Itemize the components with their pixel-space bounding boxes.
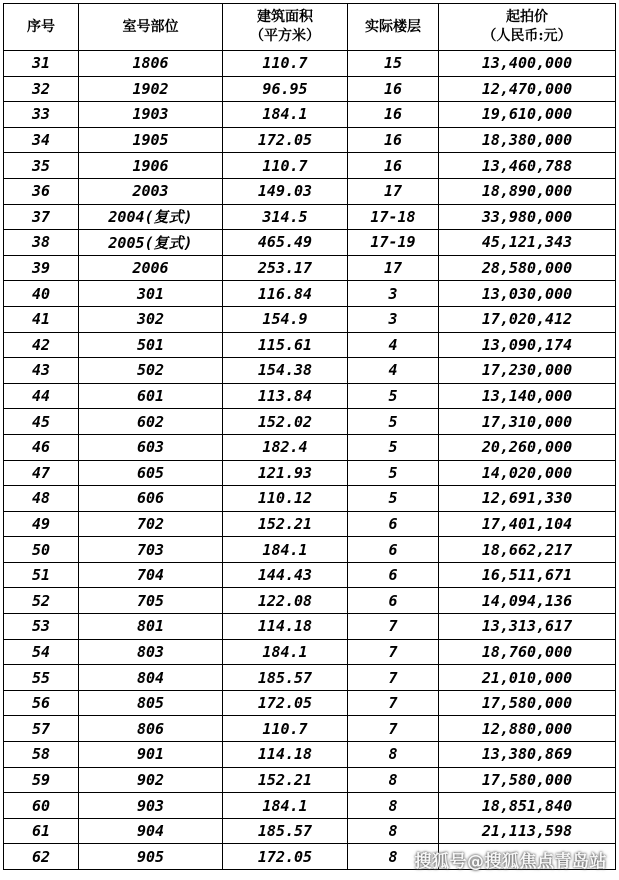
cell-price: 17,310,000: [439, 409, 616, 435]
cell-serial: 44: [4, 383, 79, 409]
table-row: [4, 537, 616, 563]
watermark: 搜狐号@搜狐焦点青岛站: [414, 852, 607, 872]
cell-room: 502: [79, 358, 223, 384]
cell-price: 18,760,000: [439, 639, 616, 665]
table-row: [4, 204, 616, 230]
cell-area: 184.1: [223, 537, 348, 563]
cell-serial: 51: [4, 562, 79, 588]
cell-floor: 6: [348, 537, 439, 563]
cell-serial: 61: [4, 818, 79, 844]
table-row: [4, 767, 616, 793]
cell-serial: 59: [4, 767, 79, 793]
cell-serial: 42: [4, 332, 79, 358]
table-row: [4, 742, 616, 768]
table-row: [4, 358, 616, 384]
cell-room: 805: [79, 690, 223, 716]
cell-room: 2004(复式): [79, 204, 223, 230]
cell-price: 13,400,000: [439, 51, 616, 77]
cell-room: 501: [79, 332, 223, 358]
table-row: [4, 383, 616, 409]
cell-area: 184.1: [223, 102, 348, 128]
cell-area: 116.84: [223, 281, 348, 307]
cell-room: 603: [79, 434, 223, 460]
cell-room: 2006: [79, 255, 223, 281]
cell-floor: 7: [348, 639, 439, 665]
table-row: [4, 588, 616, 614]
cell-room: 602: [79, 409, 223, 435]
cell-floor: 8: [348, 844, 439, 870]
table-row: [4, 690, 616, 716]
cell-floor: 16: [348, 153, 439, 179]
cell-room: 2003: [79, 178, 223, 204]
cell-floor: 4: [348, 332, 439, 358]
cell-serial: 57: [4, 716, 79, 742]
cell-price: 14,094,136: [439, 588, 616, 614]
cell-room: 705: [79, 588, 223, 614]
cell-price: 13,313,617: [439, 614, 616, 640]
auction-table: [3, 3, 616, 870]
cell-area: 154.9: [223, 306, 348, 332]
cell-serial: 53: [4, 614, 79, 640]
cell-floor: 8: [348, 742, 439, 768]
cell-floor: 8: [348, 793, 439, 819]
cell-floor: 16: [348, 76, 439, 102]
cell-serial: 38: [4, 230, 79, 256]
cell-price: 13,460,788: [439, 153, 616, 179]
cell-price: 45,121,343: [439, 230, 616, 256]
cell-room: 904: [79, 818, 223, 844]
cell-price: 21,010,000: [439, 665, 616, 691]
cell-room: 901: [79, 742, 223, 768]
cell-serial: 55: [4, 665, 79, 691]
cell-floor: 7: [348, 665, 439, 691]
table-row: [4, 127, 616, 153]
cell-floor: 7: [348, 690, 439, 716]
cell-area: 185.57: [223, 818, 348, 844]
header-serial: 序号: [4, 4, 79, 51]
cell-floor: 7: [348, 716, 439, 742]
cell-area: 184.1: [223, 793, 348, 819]
cell-floor: 17: [348, 178, 439, 204]
table-row: [4, 102, 616, 128]
cell-area: 149.03: [223, 178, 348, 204]
cell-serial: 48: [4, 486, 79, 512]
cell-serial: 35: [4, 153, 79, 179]
cell-floor: 8: [348, 818, 439, 844]
table-row: [4, 460, 616, 486]
cell-serial: 39: [4, 255, 79, 281]
cell-area: 154.38: [223, 358, 348, 384]
cell-floor: 6: [348, 588, 439, 614]
cell-area: 121.93: [223, 460, 348, 486]
cell-floor: 5: [348, 409, 439, 435]
cell-floor: 7: [348, 614, 439, 640]
cell-price: 33,980,000: [439, 204, 616, 230]
cell-serial: 37: [4, 204, 79, 230]
cell-price: 18,380,000: [439, 127, 616, 153]
table-row: [4, 409, 616, 435]
cell-price: 21,113,598: [439, 818, 616, 844]
table-row: [4, 639, 616, 665]
cell-room: 803: [79, 639, 223, 665]
cell-area: 114.18: [223, 742, 348, 768]
cell-area: 185.57: [223, 665, 348, 691]
table-row: [4, 511, 616, 537]
table-row: [4, 51, 616, 77]
cell-serial: 50: [4, 537, 79, 563]
cell-room: 905: [79, 844, 223, 870]
cell-area: 122.08: [223, 588, 348, 614]
header-room: 室号部位: [79, 4, 223, 51]
cell-serial: 52: [4, 588, 79, 614]
cell-floor: 5: [348, 434, 439, 460]
cell-serial: 43: [4, 358, 79, 384]
cell-serial: 58: [4, 742, 79, 768]
table-row: [4, 178, 616, 204]
cell-serial: 36: [4, 178, 79, 204]
table-row: [4, 306, 616, 332]
cell-price: 19,610,000: [439, 102, 616, 128]
table-row: [4, 332, 616, 358]
cell-room: 704: [79, 562, 223, 588]
cell-area: 152.02: [223, 409, 348, 435]
header-floor: 实际楼层: [348, 4, 439, 51]
cell-floor: 4: [348, 358, 439, 384]
cell-price: 20,260,000: [439, 434, 616, 460]
cell-floor: 5: [348, 486, 439, 512]
cell-serial: 54: [4, 639, 79, 665]
cell-serial: 56: [4, 690, 79, 716]
cell-serial: 40: [4, 281, 79, 307]
cell-room: 606: [79, 486, 223, 512]
cell-floor: 6: [348, 562, 439, 588]
cell-area: 114.18: [223, 614, 348, 640]
cell-price: 28,580,000: [439, 255, 616, 281]
cell-floor: 16: [348, 127, 439, 153]
cell-room: 703: [79, 537, 223, 563]
table-row: [4, 818, 616, 844]
cell-serial: 34: [4, 127, 79, 153]
cell-serial: 62: [4, 844, 79, 870]
cell-serial: 41: [4, 306, 79, 332]
cell-room: 1806: [79, 51, 223, 77]
table-row: [4, 434, 616, 460]
table-row: [4, 153, 616, 179]
cell-price: 13,380,869: [439, 742, 616, 768]
cell-room: 806: [79, 716, 223, 742]
table-row: [4, 281, 616, 307]
header-row: [4, 4, 616, 51]
cell-price: 13,140,000: [439, 383, 616, 409]
cell-area: 115.61: [223, 332, 348, 358]
cell-serial: 47: [4, 460, 79, 486]
table-row: [4, 255, 616, 281]
table-row: [4, 665, 616, 691]
table-row: [4, 562, 616, 588]
cell-floor: 17-19: [348, 230, 439, 256]
cell-area: 172.05: [223, 690, 348, 716]
cell-floor: 8: [348, 767, 439, 793]
cell-room: 702: [79, 511, 223, 537]
cell-serial: 60: [4, 793, 79, 819]
cell-room: 601: [79, 383, 223, 409]
cell-floor: 3: [348, 306, 439, 332]
cell-floor: 3: [348, 281, 439, 307]
cell-price: 18,851,840: [439, 793, 616, 819]
cell-room: 902: [79, 767, 223, 793]
cell-floor: 15: [348, 51, 439, 77]
cell-room: 301: [79, 281, 223, 307]
cell-floor: 17: [348, 255, 439, 281]
cell-area: 465.49: [223, 230, 348, 256]
cell-price: 13,090,174: [439, 332, 616, 358]
cell-price: 12,470,000: [439, 76, 616, 102]
cell-area: 113.84: [223, 383, 348, 409]
cell-serial: 32: [4, 76, 79, 102]
cell-price: 12,880,000: [439, 716, 616, 742]
cell-area: 110.7: [223, 153, 348, 179]
cell-serial: 33: [4, 102, 79, 128]
cell-price: 12,691,330: [439, 486, 616, 512]
cell-price: 17,401,104: [439, 511, 616, 537]
cell-room: 1905: [79, 127, 223, 153]
table-row: [4, 793, 616, 819]
cell-room: 1906: [79, 153, 223, 179]
cell-price: 17,020,412: [439, 306, 616, 332]
header-price: 起拍价 （人民币:元）: [439, 4, 616, 51]
header-area: 建筑面积 （平方米）: [223, 4, 348, 51]
cell-price: 17,580,000: [439, 690, 616, 716]
cell-floor: 17-18: [348, 204, 439, 230]
cell-area: 182.4: [223, 434, 348, 460]
table-row: [4, 716, 616, 742]
cell-price: 16,511,671: [439, 562, 616, 588]
cell-room: 2005(复式): [79, 230, 223, 256]
cell-room: 605: [79, 460, 223, 486]
cell-floor: 16: [348, 102, 439, 128]
table-row: [4, 486, 616, 512]
table-row: [4, 614, 616, 640]
cell-area: 253.17: [223, 255, 348, 281]
cell-price: 17,580,000: [439, 767, 616, 793]
cell-price: 18,890,000: [439, 178, 616, 204]
cell-price: 18,662,217: [439, 537, 616, 563]
cell-area: 144.43: [223, 562, 348, 588]
cell-floor: 6: [348, 511, 439, 537]
cell-room: 302: [79, 306, 223, 332]
cell-serial: 45: [4, 409, 79, 435]
cell-room: 1903: [79, 102, 223, 128]
cell-area: 110.7: [223, 51, 348, 77]
cell-serial: 49: [4, 511, 79, 537]
cell-price: 17,230,000: [439, 358, 616, 384]
cell-area: 110.12: [223, 486, 348, 512]
table-row: [4, 76, 616, 102]
cell-area: 184.1: [223, 639, 348, 665]
cell-area: 172.05: [223, 844, 348, 870]
cell-floor: 5: [348, 383, 439, 409]
cell-price: 13,030,000: [439, 281, 616, 307]
cell-area: 152.21: [223, 511, 348, 537]
cell-price: 14,020,000: [439, 460, 616, 486]
table-body: [4, 51, 616, 870]
cell-serial: 46: [4, 434, 79, 460]
cell-floor: 5: [348, 460, 439, 486]
cell-serial: 31: [4, 51, 79, 77]
table-row: [4, 230, 616, 256]
cell-area: 96.95: [223, 76, 348, 102]
cell-room: 804: [79, 665, 223, 691]
cell-area: 172.05: [223, 127, 348, 153]
cell-room: 801: [79, 614, 223, 640]
cell-area: 314.5: [223, 204, 348, 230]
cell-room: 903: [79, 793, 223, 819]
cell-area: 110.7: [223, 716, 348, 742]
cell-room: 1902: [79, 76, 223, 102]
cell-area: 152.21: [223, 767, 348, 793]
